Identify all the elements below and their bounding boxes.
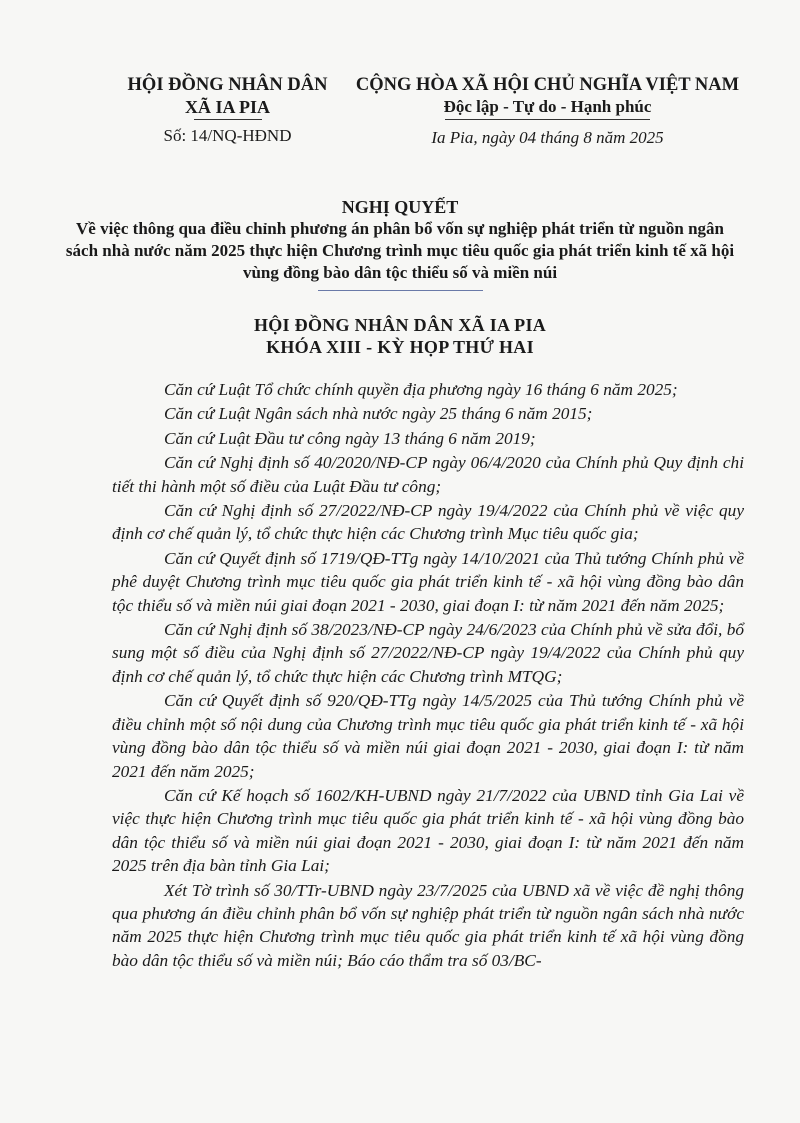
title-underline [318,290,483,291]
council-name: HỘI ĐỒNG NHÂN DÂN XÃ IA PIA [253,315,547,335]
council-heading [60,314,740,358]
authority-commune: XÃ IA PIA [184,97,270,117]
nation-name: CỘNG HÒA XÃ HỘI CHỦ NGHĨA VIỆT NAM [355,75,740,95]
document-number: Số: 14/NQ-HĐND [163,126,292,145]
authority-name: HỘI ĐỒNG NHÂN DÂN [127,75,328,95]
document-title-block [60,196,740,291]
preamble-paragraph: Căn cứ Luật Đầu tư công ngày 13 tháng 6 năm 2019; [164,428,536,448]
issuing-authority-block [100,74,355,146]
preamble-paragraph: Căn cứ Luật Tổ chức chính quyền địa phương ngày 16 tháng 6 năm 2025; [164,380,678,399]
document-type: NGHỊ QUYẾT [341,197,459,217]
council-session: KHÓA XIII - KỲ HỌP THỨ HAI [266,337,534,357]
motto-underline [445,119,650,120]
preamble-paragraph: Căn cứ Kế hoạch số 1602/KH-UBND ngày 21/7/2022 của UBND tỉnh Gia Lai về việc thực hiện Chương trình mục tiêu quốc gia phát triển kinh tế - xã hội vùng đồng bào dân tộc thiểu số và miền núi giai đoạn 2021 - 2030, giai đoạn I: từ năm 2021 đến năm 2025 trên địa bàn tỉnh Gia Lai; [112,785,744,876]
national-motto: Độc lập - Tự do - Hạnh phúc [443,97,652,116]
preamble-body [112,378,744,973]
national-motto-block [340,74,755,148]
authority-underline [194,119,262,120]
preamble-paragraph: Căn cứ Nghị định số 38/2023/NĐ-CP ngày 24/6/2023 của Chính phủ về sửa đổi, bổ sung một số điều của Nghị định số 27/2022/NĐ-CP ngày 19/4/2022 của Chính phủ quy định cơ chế quản lý, tổ chức thực hiện các Chương trình MTQG; [112,620,744,686]
document-subject: Về việc thông qua điều chỉnh phương án phân bổ vốn sự nghiệp phát triển từ nguồn ngân sách nhà nước năm 2025 thực hiện Chương trình mục tiêu quốc gia phát triển kinh tế xã hội vùng đồng bào dân tộc thiểu số và miền núi [65,219,735,282]
place-date: Ia Pia, ngày 04 tháng 8 năm 2025 [431,128,664,147]
preamble-paragraph: Căn cứ Nghị định số 27/2022/NĐ-CP ngày 19/4/2022 của Chính phủ về việc quy định cơ chế quản lý, tổ chức thực hiện các Chương trình Mục tiêu quốc gia; [112,501,744,544]
preamble-paragraph: Xét Tờ trình số 30/TTr-UBND ngày 23/7/2025 của UBND xã về việc đề nghị thông qua phương án điều chỉnh phân bổ vốn sự nghiệp phát triển từ nguồn ngân sách nhà nước năm 2025 thực hiện Chương trình mục tiêu quốc gia phát triển kinh tế xã hội vùng đồng bào dân tộc thiểu số và miền núi; Báo cáo thẩm tra số 03/BC- [112,880,744,970]
preamble-paragraph: Căn cứ Quyết định số 1719/QĐ-TTg ngày 14/10/2021 của Thủ tướng Chính phủ về phê duyệt Chương trình mục tiêu quốc gia phát triển kinh tế - xã hội vùng đồng bào dân tộc thiểu số và miền núi giai đoạn 2021 - 2030, giai đoạn I: từ năm 2021 đến năm 2025; [112,548,744,615]
preamble-paragraph: Căn cứ Nghị định số 40/2020/NĐ-CP ngày 06/4/2020 của Chính phủ Quy định chi tiết thi hành một số điều của Luật Đầu tư công; [112,453,744,496]
preamble-paragraph: Căn cứ Quyết định số 920/QĐ-TTg ngày 14/5/2025 của Thủ tướng Chính phủ về điều chỉnh một số nội dung của Chương trình mục tiêu quốc gia phát triển kinh tế - xã hội vùng đồng bào dân tộc thiểu số và miền núi giai đoạn 2021 - 2030, giai đoạn I: từ năm 2021 đến năm 2025; [112,691,744,781]
preamble-paragraph: Căn cứ Luật Ngân sách nhà nước ngày 25 tháng 6 năm 2015; [164,404,593,424]
